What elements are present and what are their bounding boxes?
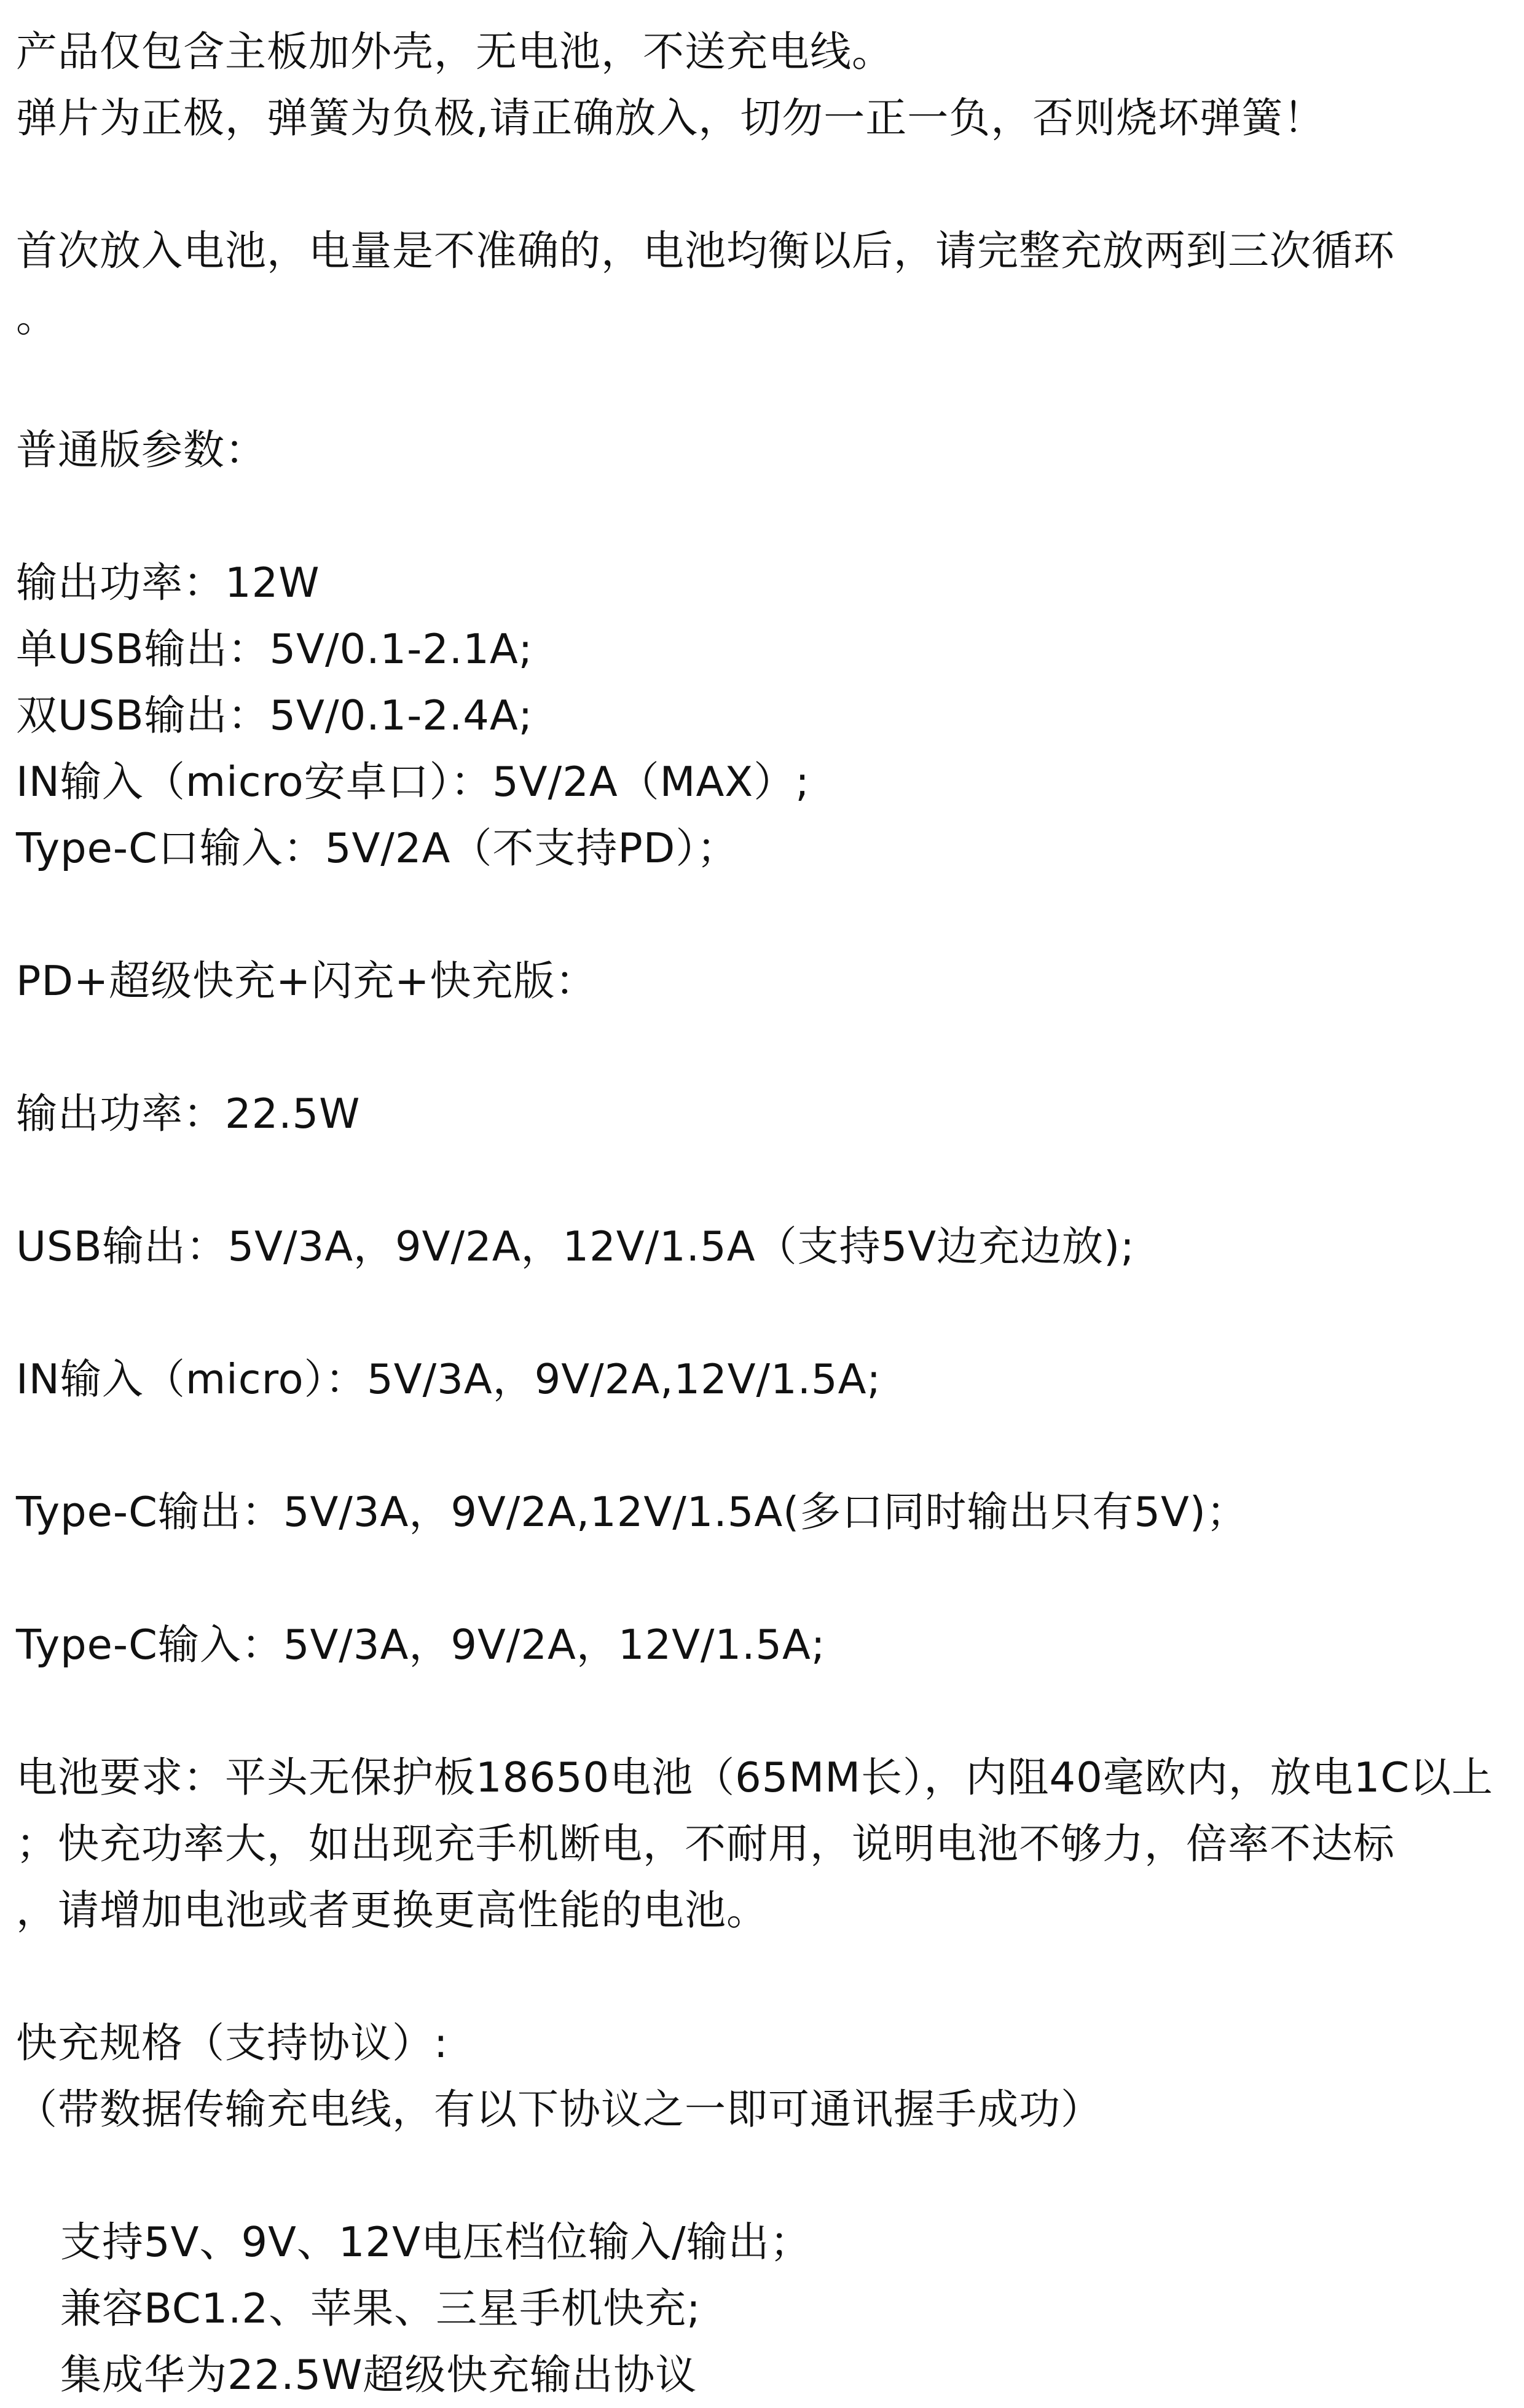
spec-line: IN输入（micro）：5V/3A，9V/2A,12V/1.5A;	[16, 1355, 882, 1403]
text-line: ；快充功率大，如出现充手机断电，不耐用，说明电池不够力，倍率不达标	[16, 1820, 1395, 1868]
text-line: 电池要求：平头无保护板18650电池（65MM长），内阻40毫欧内，放电1C以上	[16, 1753, 1494, 1801]
spec-line: IN输入（micro安卓口）：5V/2A（MAX）;	[16, 758, 810, 806]
section-heading: 普通版参数：	[16, 426, 267, 474]
spec-line: 单USB输出：5V/0.1-2.1A;	[16, 625, 533, 673]
spec-line: Type-C口输入：5V/2A（不支持PD）；	[16, 824, 739, 872]
blank-line	[16, 1147, 1503, 1213]
blank-line	[16, 1280, 1503, 1346]
protocol-item: 支持5V、9V、12V电压档位输入/输出；	[60, 2218, 812, 2266]
protocol-item: 集成华为22.5W超级快充输出协议	[60, 2351, 697, 2399]
blank-line	[16, 881, 1503, 948]
spec-line: 输出功率：12W	[16, 559, 320, 607]
blank-line	[16, 1943, 1503, 2010]
blank-line	[16, 1678, 1503, 1744]
text-line: ，请增加电池或者更换更高性能的电池。	[16, 1886, 768, 1934]
text-line: 首次放入电池，电量是不准确的，电池均衡以后，请完整充放两到三次循环	[16, 227, 1395, 275]
text-line: 产品仅包含主板加外壳，无电池，不送充电线。	[16, 28, 894, 76]
blank-line	[16, 151, 1503, 218]
document-body	[16, 18, 1503, 2408]
blank-line	[16, 2142, 1503, 2209]
blank-line	[16, 1014, 1503, 1080]
blank-line	[16, 1545, 1503, 1611]
blank-line	[16, 350, 1503, 417]
spec-line: 输出功率：22.5W	[16, 1090, 361, 1138]
spec-line: 双USB输出：5V/0.1-2.4A;	[16, 691, 533, 739]
spec-line: Type-C输出：5V/3A，9V/2A,12V/1.5A(多口同时输出只有5V)；	[16, 1488, 1248, 1536]
text-line: 弹片为正极，弹簧为负极,请正确放入，切勿一正一负，否则烧坏弹簧！	[16, 94, 1326, 142]
section-heading: 快充规格（支持协议）:	[16, 2019, 449, 2067]
spec-line: USB输出：5V/3A，9V/2A，12V/1.5A（支持5V边充边放);	[16, 1222, 1135, 1270]
spec-line: Type-C输入：5V/3A，9V/2A，12V/1.5A;	[16, 1621, 826, 1669]
protocol-item: 兼容BC1.2、苹果、三星手机快充;	[60, 2284, 701, 2332]
blank-line	[16, 483, 1503, 549]
blank-line	[16, 1412, 1503, 1479]
section-heading: PD+超级快充+闪充+快充版：	[16, 957, 597, 1005]
text-line: 。	[16, 293, 58, 341]
text-line: （带数据传输充电线，有以下协议之一即可通讯握手成功）	[16, 2085, 1102, 2133]
